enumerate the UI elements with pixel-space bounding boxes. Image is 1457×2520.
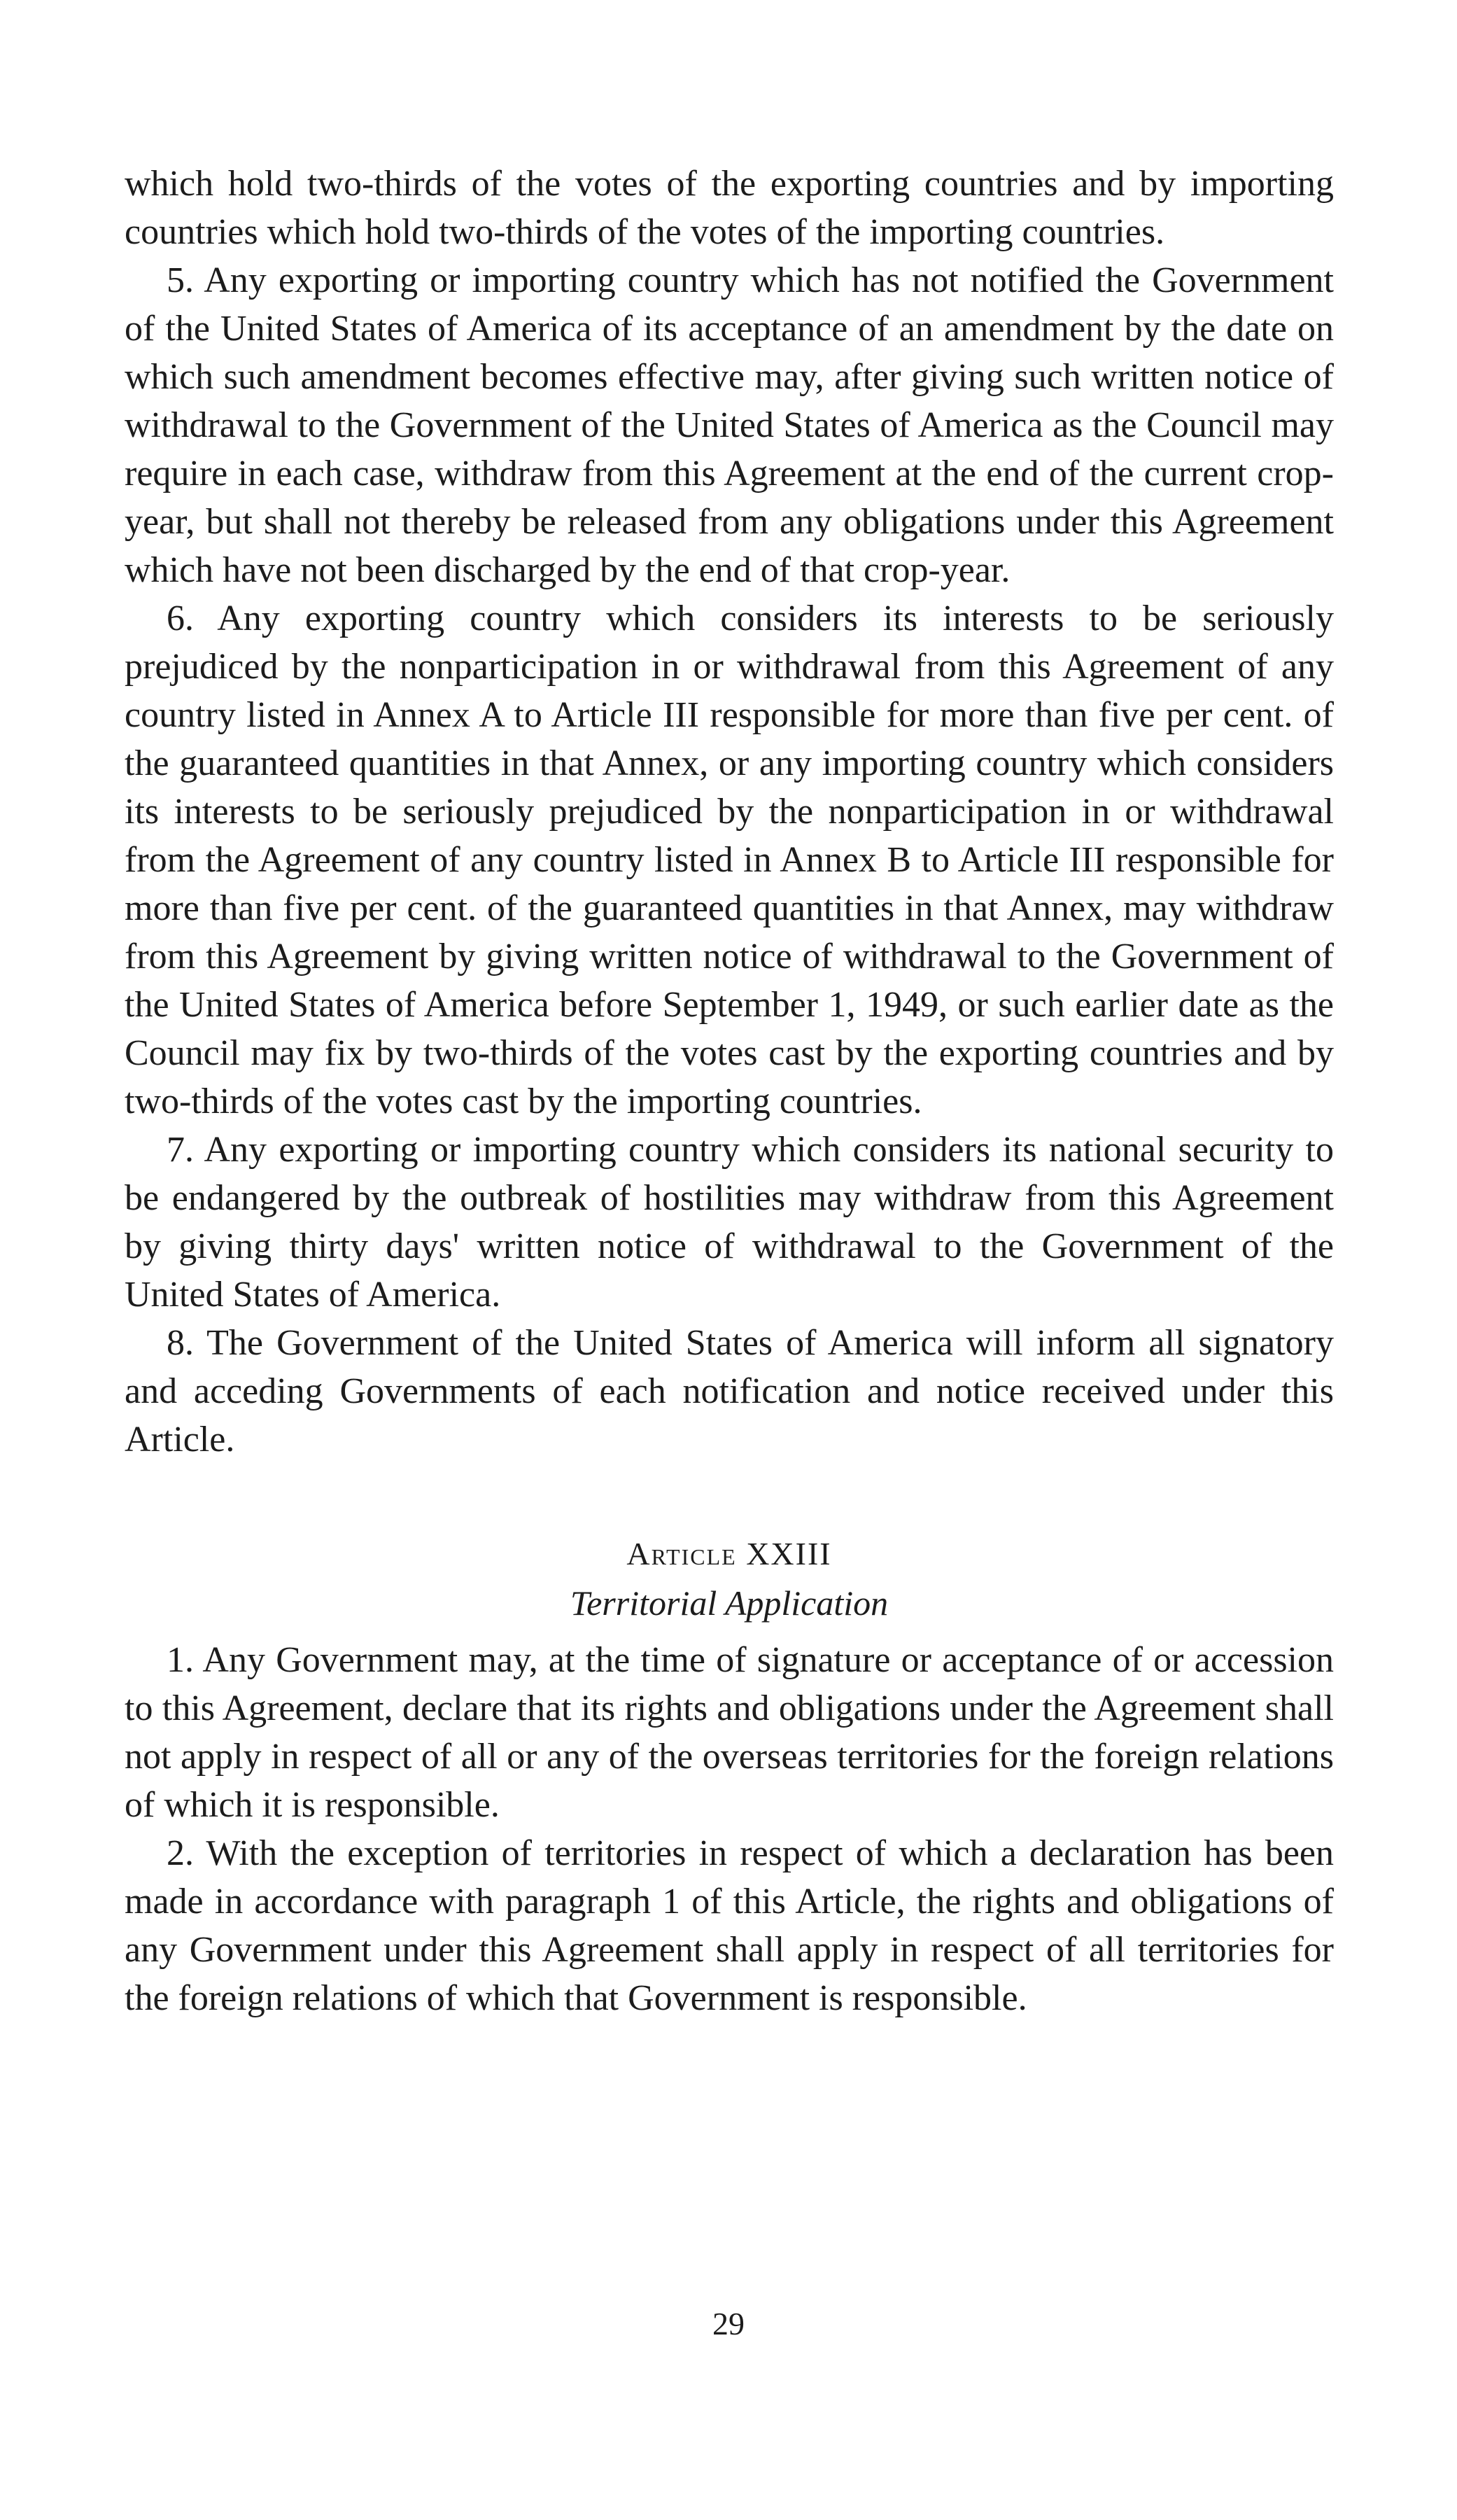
- paragraph-8: 8. The Government of the United States of America will inform all signatory and acceding Governments of each notification and notice received under this Article.: [125, 1323, 1334, 1460]
- paragraph-continuation: which hold two-thirds of the votes of the exporting countries and by importing countries which hold two-thirds of the votes of the importing countries.: [125, 164, 1334, 252]
- document-page: [125, 160, 1334, 2022]
- paragraph-7: 7. Any exporting or importing country which considers its national security to be endangered by the outbreak of hostilities may withdraw from this Agreement by giving thirty days' written notice of withdrawal to the Government of the United States of America.: [125, 1130, 1334, 1315]
- page-number: 29: [712, 2306, 745, 2342]
- paragraph-5: 5. Any exporting or importing country which has not notified the Government of the United States of America of its acceptance of an amendment by the date on which such amendment becomes effective may, after giving such written notice of withdrawal to the Government of the United States of America as the Council may require in each case, withdraw from this Agreement at the end of the current crop-year, but shall not thereby be released from any obligations under this Agreement which have not been discharged by the end of that crop-year.: [125, 260, 1334, 590]
- article-heading: Article XXIII: [626, 1536, 832, 1572]
- article-paragraph-1: 1. Any Government may, at the time of signature or acceptance of or accession to this Agreement, declare that its rights and obligations under the Agreement shall not apply in respect of all or any of the overseas territories for the foreign relations of which it is responsible.: [125, 1640, 1334, 1825]
- paragraph-6: 6. Any exporting country which considers its interests to be seriously prejudiced by the nonparticipation in or withdrawal from this Agreement of any country listed in Annex A to Article III responsible for more than five per cent. of the guaranteed quantities in that Annex, or any importing country which considers its interests to be seriously prejudiced by the nonparticipation in or withdrawal from the Agreement of any country listed in Annex B to Article III responsible for more than five per cent. of the guaranteed quantities in that Annex, may withdraw from this Agreement by giving written notice of withdrawal to the Government of the United States of America before September 1, 1949, or such earlier date as the Council may fix by two-thirds of the votes cast by the exporting countries and by two-thirds of the votes cast by the importing countries.: [125, 598, 1334, 1121]
- article-subheading: Territorial Application: [570, 1583, 889, 1623]
- article-paragraph-2: 2. With the exception of territories in respect of which a declaration has been made in accordance with paragraph 1 of this Article, the rights and obligations of any Government under this Agreement shall apply in respect of all territories for the foreign relations of which that Government is responsible.: [125, 1833, 1334, 2018]
